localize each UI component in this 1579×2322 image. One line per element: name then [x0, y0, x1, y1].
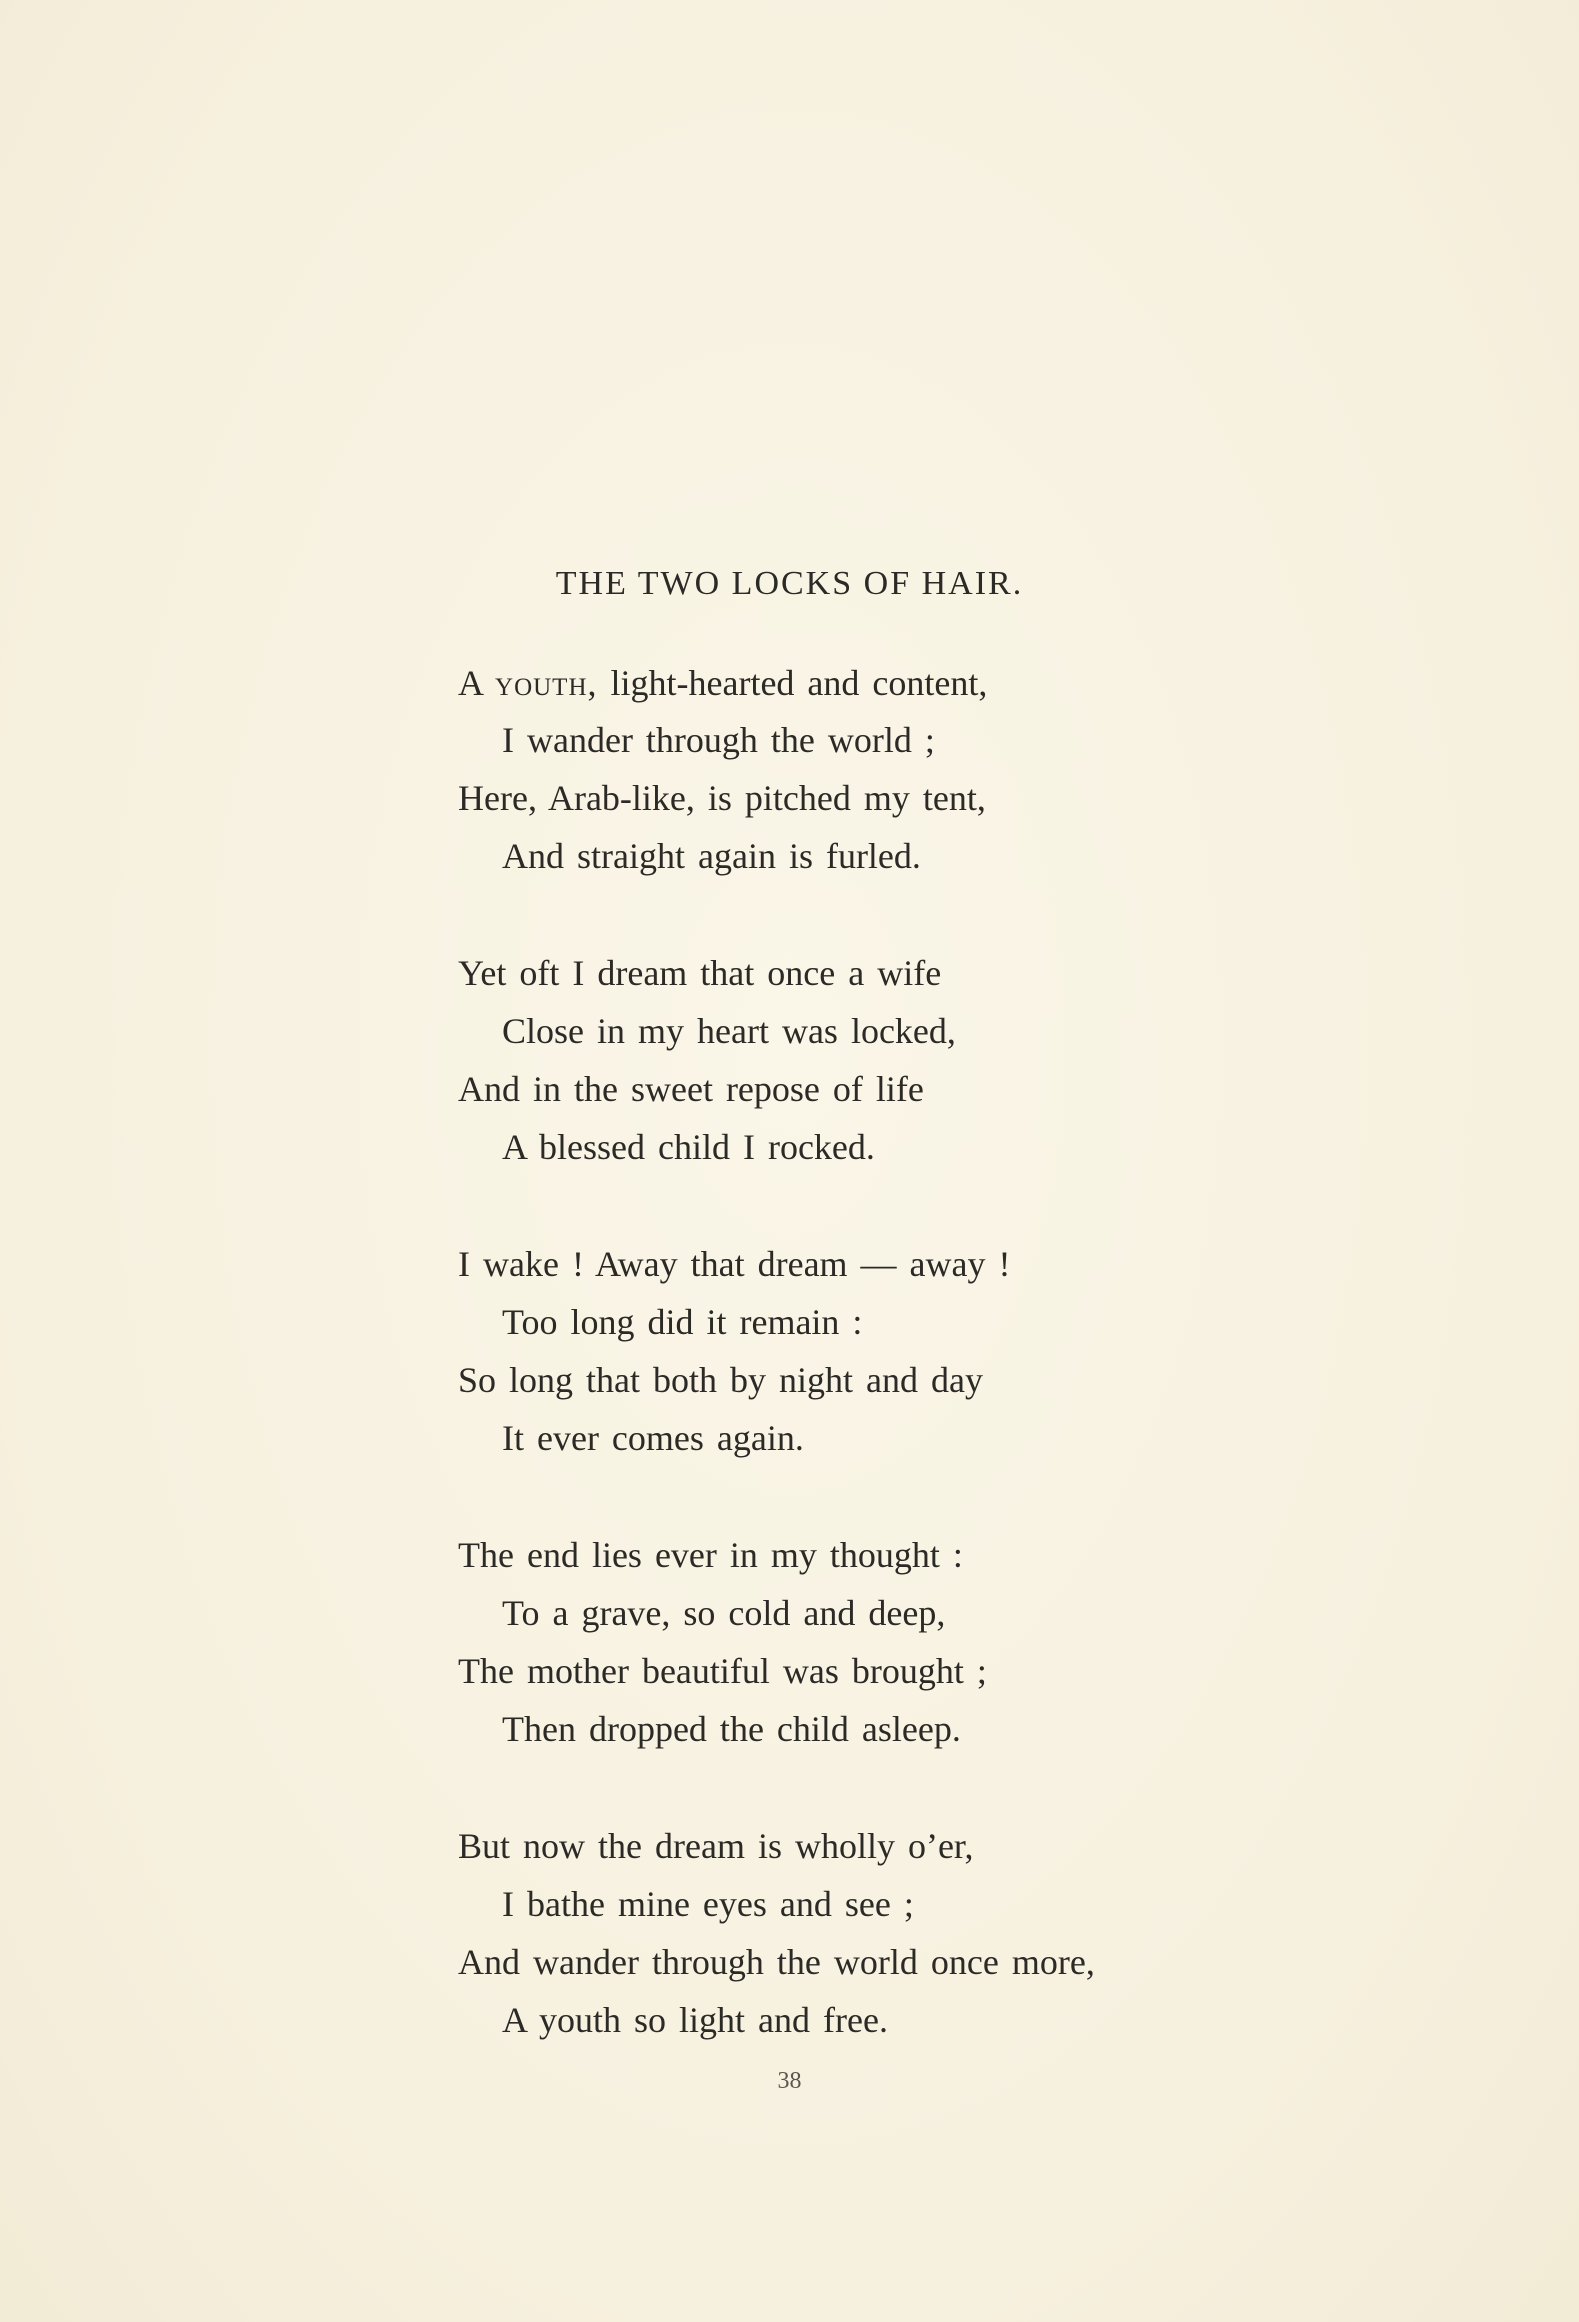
- poem-line: Close in my heart was locked,: [502, 1011, 956, 1051]
- poem-line: The mother beautiful was brought ;: [458, 1651, 987, 1691]
- poem-line: Yet oft I dream that once a wife: [458, 953, 942, 993]
- poem-line: And wander through the world once more,: [458, 1942, 1095, 1982]
- poem-line: But now the dream is wholly o’er,: [458, 1826, 974, 1866]
- page-number: 38: [777, 2068, 802, 2094]
- poem-line: I bathe mine eyes and see ;: [502, 1884, 914, 1924]
- poem-line: The end lies ever in my thought :: [458, 1535, 963, 1575]
- poem-line: To a grave, so cold and deep,: [502, 1593, 946, 1633]
- poem-line: It ever comes again.: [502, 1418, 804, 1458]
- poem-title: THE TWO LOCKS OF HAIR.: [555, 565, 1024, 602]
- small-caps-word: youth,: [495, 663, 598, 703]
- poem-line: And straight again is furled.: [502, 836, 921, 876]
- poem-line: So long that both by night and day: [458, 1360, 983, 1400]
- poem-line: I wake ! Away that dream — away !: [458, 1244, 1011, 1284]
- poem-line: Here, Arab-like, is pitched my tent,: [458, 778, 986, 818]
- drop-letter: A: [458, 663, 483, 703]
- poem-line: [458, 661, 987, 705]
- poem-line: A youth so light and free.: [502, 2000, 888, 2040]
- line-rest: light-hearted and content,: [597, 663, 988, 703]
- poem-line: Then dropped the child asleep.: [502, 1709, 961, 1749]
- poem-line: And in the sweet repose of life: [458, 1069, 924, 1109]
- poem-line: A blessed child I rocked.: [502, 1127, 875, 1167]
- poem-line: I wander through the world ;: [502, 720, 935, 760]
- poem-line: Too long did it remain :: [502, 1302, 863, 1342]
